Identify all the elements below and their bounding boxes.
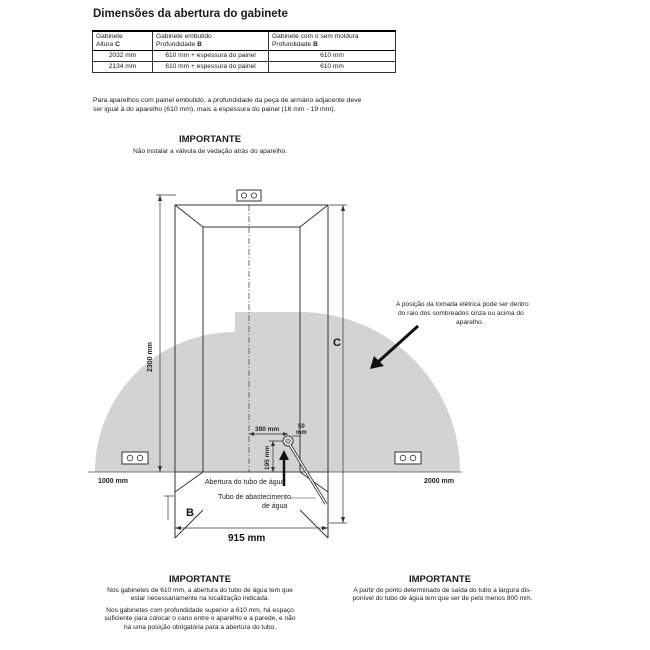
header-frame-line2: Profundidade (272, 41, 314, 48)
table-cell: 610 mm (269, 51, 396, 62)
important-left-line: Nos gabinetes de 610 mm, a abertura do tubo de água tem que (107, 587, 293, 594)
width-label: 915 mm (228, 533, 266, 544)
header-frame-line1: Gabinete com o sem moldura (272, 33, 359, 40)
table-cell: 610 mm (269, 62, 396, 73)
dim-50-label (296, 424, 307, 436)
panel-note: Para aparelhos com painel embutido, a profundidade da peça de armário adjacente deve ser igual à do aparelho (610 mm), mais a espessura do painel (16 mm - 19 mm). (93, 97, 362, 113)
left-outlet-icon (122, 452, 148, 464)
water-supply-label (218, 494, 293, 510)
c-arrow-top (341, 205, 345, 211)
c-label: C (333, 337, 341, 349)
width-arrow-left (175, 526, 181, 530)
b-dimension (164, 496, 174, 520)
header-built-in-line1: Gabinete embutido (156, 33, 212, 40)
important-left-line: suficiente para colocar o cano entre o aparelho e a parede, e não (104, 615, 296, 623)
right-outlet-icon (395, 452, 421, 464)
header-height-var: C (115, 41, 120, 48)
page-title: Dimensões da abertura do gabinete (93, 8, 288, 20)
dim-195-label: 195 mm (264, 445, 271, 470)
table-cell: 2032 mm (93, 51, 153, 62)
left-shaded-radius (95, 332, 235, 472)
important-left-text (72, 587, 328, 632)
important-right-text (330, 587, 555, 604)
left-radius-label: 1000 mm (98, 478, 128, 485)
water-supply-line1: Tubo de abastecimento (218, 494, 291, 501)
outlet-note-line1: A posição da tomada elétrica pode ser dentro (396, 301, 529, 308)
important-top-title: IMPORTANTE (178, 134, 242, 145)
height-arrow-top (158, 195, 162, 201)
c-arrow-bottom (341, 517, 345, 523)
dim-50-line2: mm (296, 430, 307, 436)
dim-50-line1: 50 (298, 424, 305, 430)
table-cell: 610 mm + espessura do painel (153, 62, 269, 73)
outlet-note-line3: aparelho. (456, 319, 484, 326)
height-label: 2300 mm (147, 342, 154, 372)
outlet-note-line2: do raio dos sombreados cinza ou acima do (398, 310, 524, 317)
important-left-title: IMPORTANTE (168, 574, 232, 585)
b-label: B (186, 507, 194, 519)
important-left-line: há uma posição obrigatória para a abertura do tubo. (123, 623, 277, 631)
important-left-line: Nos gabinetes com profundidade superior a 610 mm, há espaço (106, 606, 294, 614)
header-height-line1: Gabinete (96, 33, 123, 40)
top-outlet-icon (237, 190, 261, 201)
table-cell: 610 mm + espessura do painel (153, 51, 269, 62)
right-radius-label: 2000 mm (424, 478, 454, 485)
important-left-line: estar necessariamente na localização indicada. (130, 595, 270, 603)
header-height-line2: Altura (96, 41, 116, 48)
water-pipe-inner-icon (286, 439, 291, 444)
header-built-in-var: B (197, 41, 202, 48)
important-right-title: IMPORTANTE (408, 574, 472, 585)
outlet-note (396, 301, 531, 326)
header-built-in-line2: Profundidade (156, 41, 198, 48)
width-arrow-right (322, 526, 328, 530)
header-frame-var: B (313, 41, 318, 48)
water-opening-label: Abertura do tubo de água (205, 479, 285, 486)
important-top-text: Não instalar a válvula de vedação atrás do aparelho. (133, 148, 287, 155)
dim-390-label: 390 mm (255, 426, 280, 433)
important-right-line: ponível do tubo de água tem que ser de pelo menos 800 mm. (352, 595, 533, 603)
important-right-line: A partir do ponto determinado de saída do tubo a largura dis- (353, 587, 532, 594)
water-supply-line2: de água (262, 503, 288, 510)
table-cell: 2134 mm (93, 62, 153, 73)
